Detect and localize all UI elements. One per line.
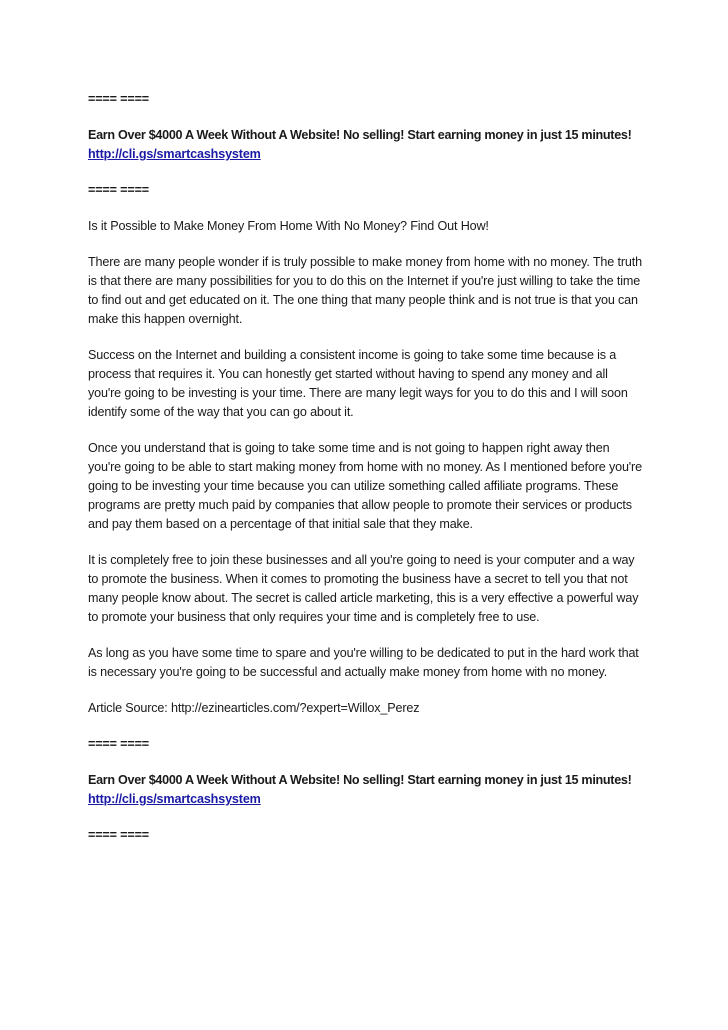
article-paragraph-4: It is completely free to join these businesses and all you're going to need is your computer and a way to promote the business. When it comes to promoting the business have a secret to tell you that not many people know about. The secret is called article marketing, this is a very effective a powerful way to promote your business that only requires your time and is completely free to use. — [88, 553, 639, 624]
article-paragraph-3: Once you understand that is going to take some time and is not going to happen right away then you're going to be able to start making money from home with no money. As I mentioned before you're going to be investing your time because you can utilize something called affiliate programs. These programs are pretty much paid by companies that allow people to promote their services or products and pay them based on a percentage of that initial sale that they make. — [88, 441, 642, 531]
promo-link-bottom[interactable]: http://cli.gs/smartcashsystem — [88, 792, 261, 806]
article-source: Article Source: http://ezinearticles.com/?expert=Willox_Perez — [88, 701, 420, 715]
promo-link-top[interactable]: http://cli.gs/smartcashsystem — [88, 147, 261, 161]
separator-bottom-2: ==== ==== — [88, 828, 149, 842]
article-paragraph-1: There are many people wonder if is truly possible to make money from home with no money. The truth is that there are many possibilities for you to do this on the Internet if you're just willing to take the time to find out and get educated on it. The one thing that many people think and is not true is that you can make this happen overnight. — [88, 255, 642, 326]
article-paragraph-5: As long as you have some time to spare and you're willing to be dedicated to put in the hard work that is necessary you're going to be successful and actually make money from home with no money. — [88, 646, 639, 679]
promo-title-bottom: Earn Over $4000 A Week Without A Website! No selling! Start earning money in just 15 minutes! — [88, 773, 632, 787]
document-page — [88, 90, 644, 862]
separator-top-2: ==== ==== — [88, 183, 149, 197]
article-title: Is it Possible to Make Money From Home With No Money? Find Out How! — [88, 219, 489, 233]
separator-bottom-1: ==== ==== — [88, 737, 149, 751]
article-paragraph-2: Success on the Internet and building a consistent income is going to take some time because is a process that requires it. You can honestly get started without having to spend any money and all you're going to be investing is your time. There are many legit ways for you to do this and I will soon identify some of the way that you can go about it. — [88, 348, 628, 419]
promo-title-top: Earn Over $4000 A Week Without A Website! No selling! Start earning money in just 15 minutes! — [88, 128, 632, 142]
promo-block-top — [88, 126, 644, 164]
promo-block-bottom — [88, 771, 644, 809]
separator-top-1: ==== ==== — [88, 92, 149, 106]
